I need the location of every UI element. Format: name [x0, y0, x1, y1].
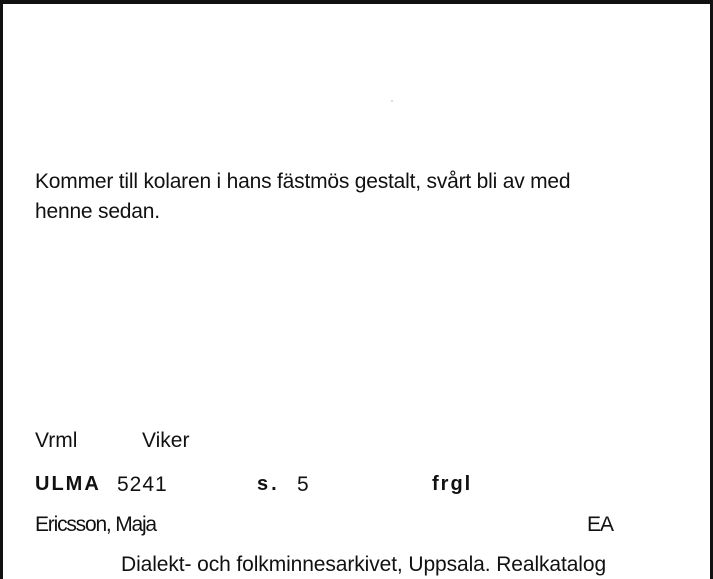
card-footer: Dialekt- och folkminnesarkivet, Uppsala. Realkatalog: [121, 553, 607, 576]
record-number: 5241: [117, 473, 168, 496]
informant-name: Ericsson, Maja: [35, 513, 156, 536]
paper-speck: [391, 100, 393, 102]
body-line-1: Kommer till kolaren i hans fästmös gestalt, svårt bli av med: [35, 170, 571, 193]
archive-code: ULMA: [35, 473, 101, 495]
parish-label: Viker: [142, 429, 190, 452]
province-label: Vrml: [35, 429, 78, 452]
page-label: s.: [257, 473, 280, 495]
card-body-text: [35, 167, 645, 227]
collector-initials: EA: [587, 513, 614, 536]
page-number: 5: [297, 473, 309, 496]
body-line-2: henne sedan.: [35, 200, 160, 223]
category-code: frgl: [432, 473, 473, 495]
